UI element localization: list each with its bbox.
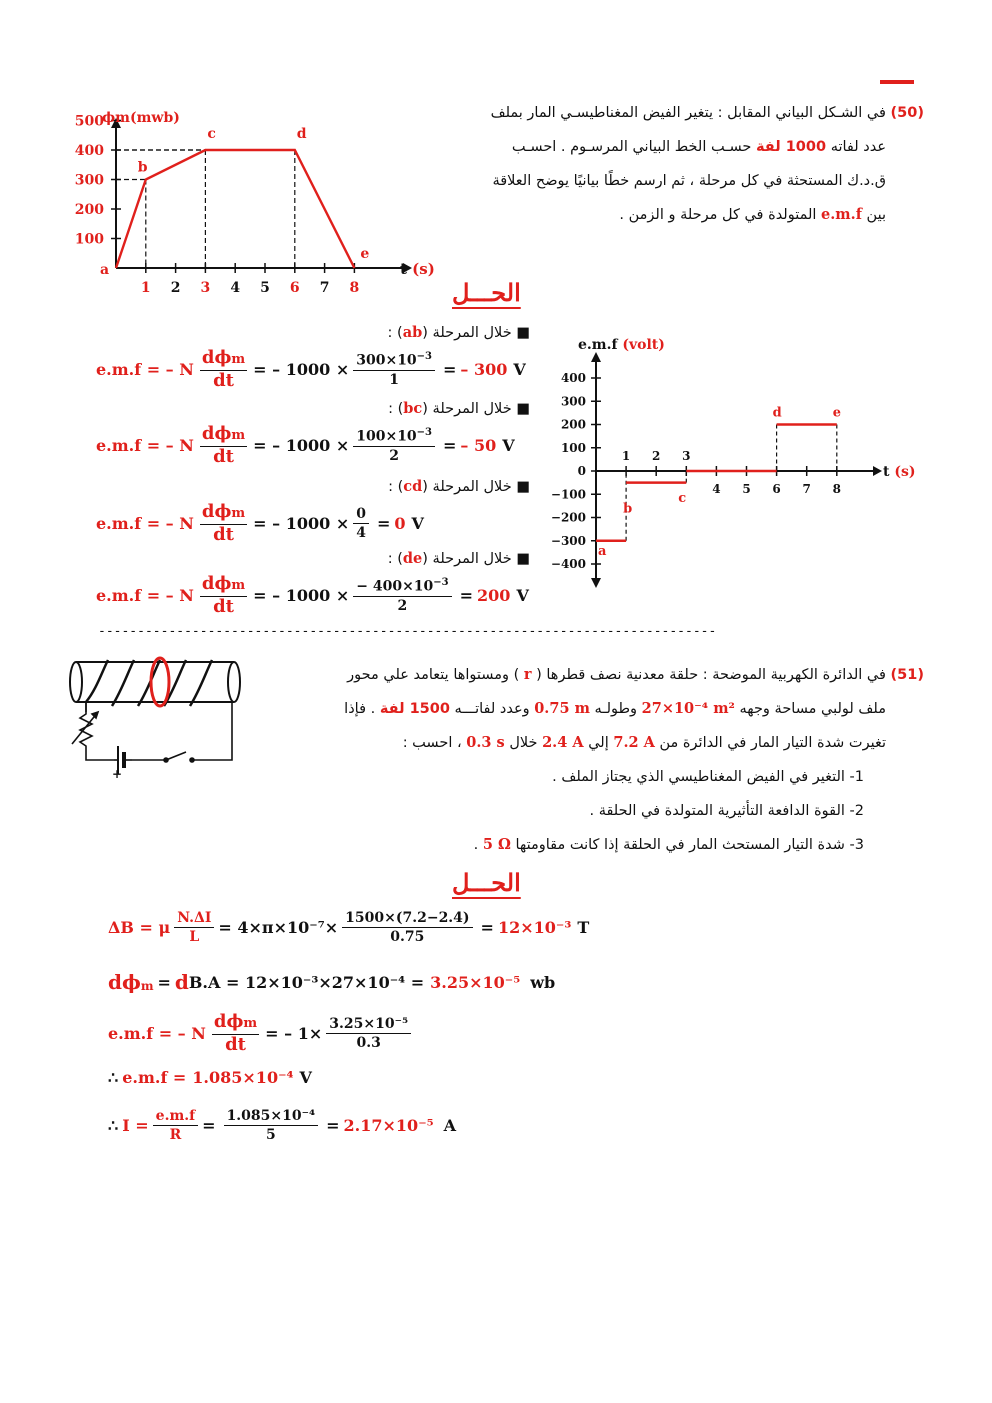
stage-label-3: ■ خلال المرحلة (de) : bbox=[387, 550, 530, 567]
stage-name: ab bbox=[402, 324, 423, 341]
fraction-numerator: 0 bbox=[356, 506, 366, 522]
eq-text: B.A = 12×10⁻³×27×10⁻⁴ = bbox=[188, 972, 425, 992]
stage-label-0: ■ خلال المرحلة (ab) : bbox=[387, 324, 530, 341]
area-value: 27×10⁻⁴ m² bbox=[641, 700, 735, 717]
question-text: خلال bbox=[509, 735, 538, 751]
turns-value: 1000 لفة bbox=[755, 139, 827, 155]
fraction bbox=[353, 506, 369, 541]
eq-text: = bbox=[443, 360, 457, 379]
fraction-denominator: L bbox=[189, 929, 200, 945]
current-initial: 7.2 A bbox=[613, 734, 655, 751]
fraction-denominator: 0.75 bbox=[390, 929, 425, 945]
question-text: ، احسب : bbox=[402, 735, 462, 751]
x-tick-label: 4 bbox=[230, 280, 241, 296]
question-text: عدد لفاته bbox=[830, 139, 886, 155]
question-text: المتولدة في كل مرحلة و الزمن . bbox=[619, 207, 817, 223]
stage-label-colon: : bbox=[387, 551, 393, 567]
y-tick-label: 200 bbox=[74, 202, 104, 218]
question-text: في الشـكل البياني المقابل : يتغير الفيض المغناطيسـي المار بملف bbox=[490, 105, 886, 121]
stage-label-colon: : bbox=[388, 479, 394, 495]
page-corner-mark bbox=[880, 80, 914, 84]
y-tick-label: 500 bbox=[74, 113, 104, 130]
question-text: . bbox=[473, 837, 479, 853]
eq-unit: V bbox=[299, 1068, 312, 1087]
x-axis-label: t (s) bbox=[400, 260, 435, 278]
x-tick-label: 6 bbox=[772, 482, 781, 496]
eq-lhs: e.m.f = – N bbox=[108, 1024, 206, 1043]
fraction-numerator: 100×10 bbox=[356, 428, 417, 445]
length-value: 0.75 m bbox=[534, 700, 590, 717]
question-50 bbox=[440, 96, 924, 232]
time-value: 0.3 s bbox=[466, 734, 505, 751]
delta-b-equation bbox=[108, 910, 589, 945]
requirement-1: 1- التغير في الفيض المغناطيسي الذي يجتاز الملف . bbox=[552, 769, 864, 785]
dt-symbol: dt bbox=[213, 446, 234, 467]
therefore-symbol: ∴ bbox=[108, 1116, 119, 1135]
dphi-dt-fraction bbox=[200, 424, 247, 467]
point-label-d: d bbox=[296, 126, 307, 142]
solution-title-2: الحـــل bbox=[452, 868, 521, 897]
eq-result: 1.085×10⁻⁴ bbox=[192, 1068, 294, 1087]
y-tick-label: −100 bbox=[550, 487, 586, 502]
fraction-denominator: R bbox=[169, 1127, 182, 1143]
eq-lhs: e.m.f = – N bbox=[96, 360, 194, 379]
stage-name: de bbox=[402, 550, 423, 567]
stage-equation-2 bbox=[96, 502, 424, 545]
fraction-denominator: 1 bbox=[389, 371, 399, 388]
exponent: −3 bbox=[433, 577, 449, 589]
eq-lhs: e.m.f = – N bbox=[96, 514, 194, 533]
eq-result: 0 bbox=[394, 514, 406, 533]
stage-equation-0 bbox=[96, 348, 526, 391]
y-tick-label: −200 bbox=[550, 510, 586, 525]
eq-unit: V bbox=[516, 586, 529, 605]
section-divider: ------------------------------------------------------------------------------- bbox=[98, 624, 717, 639]
exponent: −3 bbox=[416, 351, 433, 363]
eq-text: = bbox=[459, 586, 474, 605]
question-text: تغيرت شدة التيار المار في الدائرة من bbox=[659, 735, 886, 751]
eq-text: = – 1000 × bbox=[253, 514, 350, 533]
stage-equation-1 bbox=[96, 424, 515, 467]
x-tick-label: 2 bbox=[170, 280, 181, 296]
dphi-dt-fraction bbox=[200, 574, 247, 617]
requirement-text: 3- شدة التيار المستحث المار في الحلقة إذا كانت مقاومتها bbox=[515, 837, 864, 853]
dphi-symbol: dϕ bbox=[108, 970, 141, 994]
circuit-wires bbox=[72, 702, 232, 762]
dphi-symbol: dϕ bbox=[213, 1011, 244, 1032]
point-label-a: a bbox=[100, 262, 110, 278]
y-tick-label: −400 bbox=[550, 557, 586, 571]
stage-label-colon: : bbox=[388, 401, 394, 417]
question-text: ق.د.ك المستحثة في كل مرحلة ، ثم ارسم خطًا بيانيًا يوضح العلاقة bbox=[492, 173, 886, 189]
eq-text: = bbox=[202, 1116, 216, 1135]
question-text: وطولـه bbox=[594, 701, 638, 717]
eq-text: = – 1000 × bbox=[253, 586, 350, 605]
fraction-denominator: 5 bbox=[265, 1127, 276, 1143]
dphi-subscript: m bbox=[231, 352, 246, 367]
dphi-subscript: m bbox=[243, 1016, 258, 1031]
flux-series-line bbox=[116, 150, 354, 268]
stage-label-text: خلال المرحلة bbox=[432, 551, 512, 567]
eq-result: 2.17×10⁻⁵ bbox=[343, 1116, 434, 1135]
y-tick-label: 100 bbox=[74, 231, 104, 248]
fraction-denominator: 4 bbox=[356, 525, 366, 541]
requirement-2: 2- القوة الدافعة التأثيرية المتولدة في الحلقة . bbox=[589, 803, 864, 819]
eq-text: = bbox=[326, 1116, 340, 1135]
fraction bbox=[353, 351, 435, 388]
therefore-symbol: ∴ bbox=[108, 1068, 119, 1087]
fraction-numerator: 300×10 bbox=[356, 352, 417, 369]
turns-value: 1500 لفة bbox=[379, 701, 450, 717]
eq-unit: V bbox=[411, 514, 424, 533]
y-axis-label: e.m.f (volt) bbox=[578, 337, 665, 353]
solenoid-circuit-diagram bbox=[62, 650, 262, 785]
x-tick-label: 7 bbox=[319, 280, 330, 296]
question-text: إلي bbox=[588, 735, 609, 751]
dphi-symbol: dϕ bbox=[201, 347, 232, 368]
exponent: −3 bbox=[416, 427, 433, 439]
question-text: ملف لولبي مساحة وجهه bbox=[739, 701, 886, 717]
fraction bbox=[224, 1108, 319, 1143]
dphi-subscript: m bbox=[231, 428, 246, 443]
eq-unit: A bbox=[443, 1116, 457, 1135]
x-axis-unit: (s) bbox=[894, 464, 916, 480]
dphi-symbol: dϕ bbox=[201, 423, 232, 444]
battery-plus-sign: + bbox=[112, 767, 123, 781]
fraction-numerator: 1500×(7.2−2.4) bbox=[342, 910, 472, 928]
eq-text: = – 1× bbox=[265, 1024, 323, 1043]
x-tick-label: 2 bbox=[652, 449, 661, 463]
eq-lhs: ΔB = μ bbox=[108, 918, 171, 937]
question-text: في الدائرة الكهربية الموضحة : حلقة معدنية نصف قطرها ( bbox=[536, 667, 886, 683]
current-final: 2.4 A bbox=[542, 734, 584, 751]
question-text: . فإذا bbox=[344, 701, 376, 717]
eq-text: = bbox=[157, 972, 171, 992]
dphi-symbol: dϕ bbox=[201, 501, 232, 522]
fraction-numerator: N.ΔI bbox=[174, 910, 214, 928]
eq-result: – 50 bbox=[460, 436, 497, 455]
x-axis-label: t (s) bbox=[883, 464, 916, 480]
emf-term: e.m.f bbox=[821, 206, 862, 223]
eq-lhs: I = bbox=[122, 1116, 149, 1135]
y-tick-label: 400 bbox=[74, 143, 104, 159]
dphi-subscript: m bbox=[231, 578, 246, 593]
fraction-denominator: 2 bbox=[397, 597, 408, 614]
y-tick-label: 300 bbox=[560, 394, 586, 409]
requirement-3 bbox=[262, 828, 924, 862]
eq-unit: T bbox=[577, 918, 590, 937]
dt-symbol: dt bbox=[213, 370, 234, 391]
dphi-subscript: m bbox=[140, 979, 154, 993]
resistance-value: 5 Ω bbox=[482, 836, 511, 853]
stage-label-2: ■ خلال المرحلة (cd) : bbox=[388, 478, 530, 495]
question-text: حسـب الخط البياني المرسـوم . احسـب bbox=[511, 139, 752, 155]
delta-symbol: d bbox=[174, 970, 189, 994]
fraction bbox=[174, 910, 214, 945]
fraction bbox=[326, 1016, 411, 1051]
fraction-numerator: − 400×10 bbox=[356, 578, 434, 595]
x-axis-arrow bbox=[873, 466, 882, 476]
x-tick-label: 8 bbox=[349, 280, 360, 296]
point-label-b: b bbox=[623, 501, 633, 517]
eq-text: = bbox=[376, 514, 391, 533]
emf-equation bbox=[108, 1012, 415, 1055]
y-axis-arrow-up bbox=[591, 352, 601, 362]
dphi-dt-fraction bbox=[212, 1012, 259, 1055]
x-tick-label: 3 bbox=[200, 280, 211, 296]
question-text: وعدد لفاتـــه bbox=[454, 701, 530, 717]
question-number: (51) bbox=[890, 667, 924, 683]
eq-result: – 300 bbox=[460, 360, 508, 379]
eq-unit: V bbox=[513, 360, 526, 379]
x-tick-label: 4 bbox=[712, 482, 721, 496]
point-label-d: d bbox=[772, 405, 782, 421]
y-tick-label: −300 bbox=[550, 533, 586, 548]
delta-flux-equation bbox=[108, 970, 555, 994]
point-label-c: c bbox=[678, 491, 687, 506]
x-axis-unit: (s) bbox=[412, 260, 435, 278]
fraction-denominator: 0.3 bbox=[356, 1035, 381, 1051]
fraction bbox=[342, 910, 472, 945]
current-equation bbox=[108, 1108, 456, 1143]
y-axis-label: ϕm(mwb) bbox=[102, 110, 180, 126]
y-tick-label: 400 bbox=[560, 371, 586, 385]
fraction-denominator: 2 bbox=[389, 447, 399, 464]
eq-lhs: e.m.f = bbox=[122, 1068, 187, 1087]
stage-label-1: ■ خلال المرحلة (bc) : bbox=[388, 400, 530, 417]
fraction-numerator: e.m.f bbox=[153, 1108, 199, 1126]
dt-symbol: dt bbox=[213, 596, 234, 617]
eq-text: = – 1000 × bbox=[253, 436, 350, 455]
fraction-numerator: 1.085×10⁻⁴ bbox=[224, 1108, 319, 1126]
question-text: بين bbox=[866, 207, 886, 223]
x-tick-label: 6 bbox=[289, 280, 300, 296]
y-tick-label: 0 bbox=[577, 464, 586, 478]
metal-ring bbox=[151, 658, 169, 706]
coil-windings bbox=[86, 660, 212, 706]
dphi-dt-fraction bbox=[200, 502, 247, 545]
stage-label-text: خلال المرحلة bbox=[432, 325, 512, 341]
point-label-b: b bbox=[137, 159, 148, 176]
eq-unit: V bbox=[502, 436, 515, 455]
fraction bbox=[153, 1108, 199, 1143]
x-tick-label: 1 bbox=[621, 449, 631, 463]
dphi-dt-fraction bbox=[200, 348, 247, 391]
eq-unit: wb bbox=[530, 972, 556, 992]
y-tick-label: 100 bbox=[560, 440, 586, 455]
x-tick-label: 5 bbox=[260, 280, 270, 296]
fraction bbox=[353, 427, 435, 464]
stage-name: bc bbox=[403, 400, 423, 417]
x-tick-label: 5 bbox=[742, 482, 751, 496]
emf-time-graph bbox=[550, 330, 920, 592]
stage-label-colon: : bbox=[387, 325, 393, 341]
eq-text: = – 1000 × bbox=[253, 360, 350, 379]
eq-result: 12×10⁻³ bbox=[497, 918, 572, 937]
eq-text: = 4×π×10⁻⁷× bbox=[218, 918, 339, 937]
x-tick-label: 7 bbox=[802, 482, 811, 496]
point-label-a: a bbox=[598, 543, 607, 559]
question-text: ) ومستواها يتعامد علي محور bbox=[347, 667, 520, 683]
stage-label-text: خلال المرحلة bbox=[432, 479, 512, 495]
dphi-subscript: m bbox=[231, 506, 246, 521]
eq-result: 200 bbox=[477, 586, 511, 605]
eq-text: = bbox=[480, 918, 494, 937]
question-number: (50) bbox=[890, 105, 924, 121]
fraction bbox=[353, 577, 451, 614]
solution-title: الحـــل bbox=[452, 278, 521, 307]
eq-lhs: e.m.f = – N bbox=[96, 436, 194, 455]
y-axis-arrow-down bbox=[591, 578, 601, 588]
flux-time-graph bbox=[60, 98, 440, 303]
point-label-e: e bbox=[360, 246, 370, 262]
dt-symbol: dt bbox=[213, 524, 234, 545]
question-51 bbox=[262, 658, 924, 862]
stage-label-text: خلال المرحلة bbox=[432, 401, 512, 417]
eq-text: = bbox=[443, 436, 457, 455]
y-tick-label: 300 bbox=[74, 172, 104, 189]
eq-result: 3.25×10⁻⁵ bbox=[430, 972, 521, 992]
stage-name: cd bbox=[403, 478, 423, 495]
point-label-e: e bbox=[832, 405, 842, 421]
point-label-c: c bbox=[207, 126, 216, 142]
radius-symbol: r bbox=[523, 666, 532, 683]
emf-result bbox=[108, 1068, 312, 1087]
dphi-symbol: dϕ bbox=[201, 573, 232, 594]
eq-lhs: e.m.f = – N bbox=[96, 586, 194, 605]
stage-equation-3 bbox=[96, 574, 529, 617]
y-axis-unit: (volt) bbox=[622, 337, 665, 353]
y-tick-label: 200 bbox=[560, 417, 586, 432]
x-tick-label: 1 bbox=[140, 280, 151, 296]
x-tick-label: 3 bbox=[682, 449, 691, 463]
x-tick-label: 8 bbox=[832, 482, 841, 496]
fraction-numerator: 3.25×10⁻⁵ bbox=[326, 1016, 411, 1034]
dt-symbol: dt bbox=[225, 1034, 246, 1055]
